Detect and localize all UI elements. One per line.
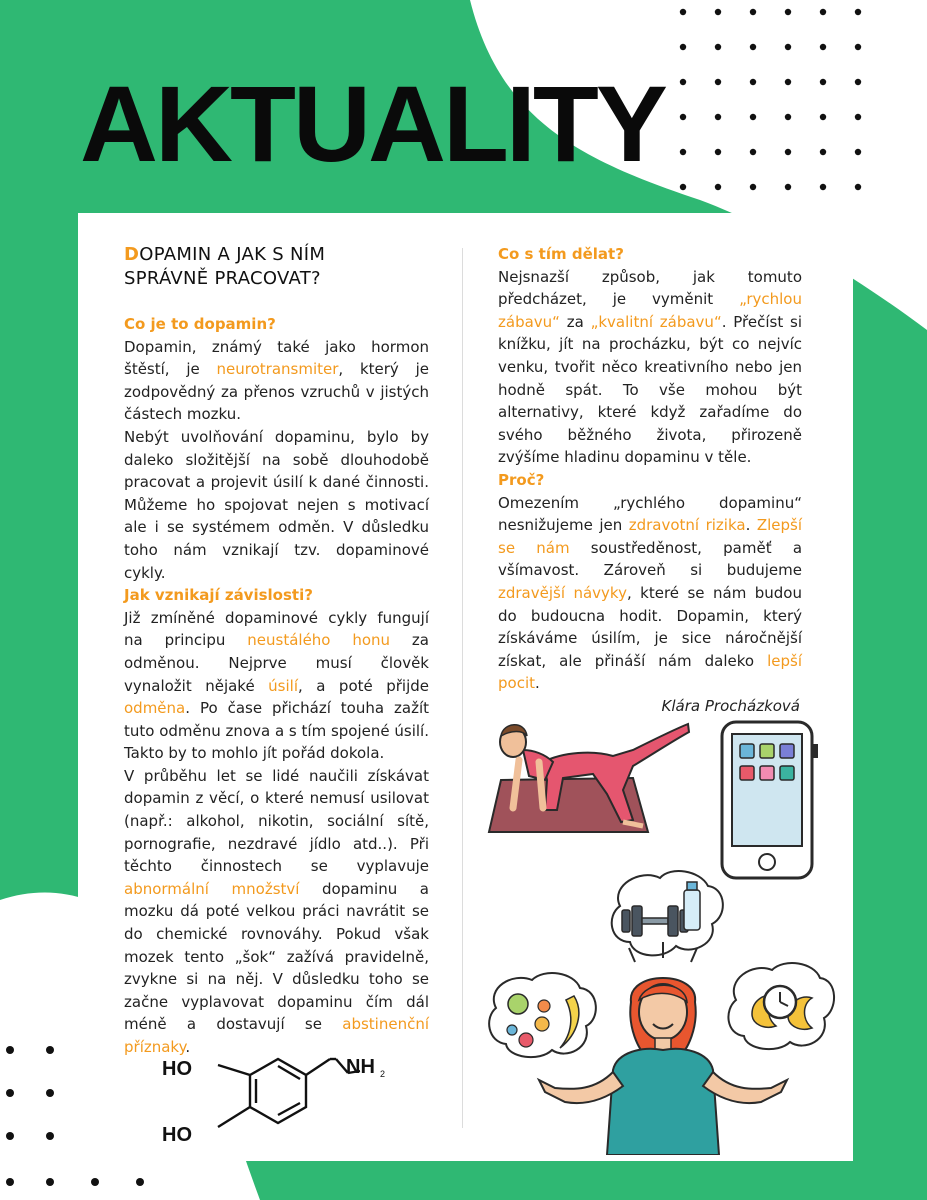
column-divider	[462, 248, 463, 1128]
paragraph-why-1: Omezením „rychlého dopaminu“ nesnižujeme jen zdravotní rizika. Zlepší se nám soustředěnost, paměť a všímavost. Zároveň si budujeme zdravější návyky, které se nám budou do budoucna hodit. Dopamin, který získáváme úsilím, je sice náročnější získat, ale přináší nám daleko lepší pocit.	[498, 493, 803, 693]
woman-thinking-icon	[535, 940, 795, 1155]
article-title-line1: OPAMIN A JAK S NÍM	[139, 244, 326, 265]
molecule-nh: NH	[346, 1056, 375, 1078]
author-signature: Klára Procházková	[661, 696, 800, 715]
molecule-subscript: 2	[380, 1069, 386, 1079]
heading-why: Proč?	[498, 470, 545, 489]
paragraph-todo-1: Nejsnazší způsob, jak tomuto předcházet, je vyměnit „rychlou zábavu“ za „kvalitní zábavu“. Přečíst si knížku, jít na procházku, být co nejvíc venku, tvořit něco kreativního nebo jen hodně spát. To vše mohou být alternativy, které když zařadíme do svého běžného života, přirozeně zvýšíme hladinu dopaminu v těle.	[498, 267, 802, 467]
right-column	[498, 243, 802, 717]
paragraph-addiction-1: Již zmíněné dopaminové cykly fungují na principu neustálého honu za odměnou. Nejprve musí člověk vynaložit nějaké úsilí, a poté přijde odměna. Po čase přichází touha zažít tuto odměnu znova a s tím spojené úsilí. Takto by to mohlo jít pořád dokola.	[124, 608, 430, 763]
left-column	[124, 313, 429, 1059]
molecule-ho-top: HO	[162, 1058, 192, 1080]
paragraph-what-1: Dopamin, známý také jako hormon štěstí, je neurotransmiter, který je zodpovědný za přenos vzruchů v jistých částech mozku.	[124, 337, 429, 424]
smartphone-icon	[718, 718, 823, 883]
article-title-initial: D	[124, 244, 140, 265]
paragraph-addiction-2: V průběhu let se lidé naučili získávat dopamin z věcí, o které nemusí usilovat (např.: alkohol, nikotin, sociální sítě, pornografie, nezdravé jídlo atd..). Při těchto činnostech se vyplavuje abnormální množství dopaminu a mozku dá poté velkou práci navrátit se do chemické rovnováhy. Pokud však mozek tento „šok“ zažívá pravidelně, zvykne si na něj. V důsledku toho se začne vyplavovat dopaminu čím dál méně a dostavují se abstinenční příznaky.	[124, 766, 429, 1056]
molecule-ho-bottom: HO	[162, 1124, 192, 1146]
article-title	[124, 243, 424, 291]
heading-what-to-do: Co s tím dělat?	[498, 245, 624, 263]
heading-what-is-dopamine: Co je to dopamin?	[124, 315, 276, 333]
article-title-line2: SPRÁVNĚ PRACOVAT?	[124, 268, 321, 289]
page-title: AKTUALITY	[80, 63, 665, 184]
yoga-woman-icon	[483, 710, 693, 840]
dopamine-molecule-diagram	[160, 1045, 400, 1155]
paragraph-what-2: Nebýt uvolňování dopaminu, bylo by daleko složitější na sobě dlouhodobě pracovat a projevit úsilí k dané činnosti. Můžeme ho spojovat nejen s motivací ale i se systémem odměn. V důsledku toho nám vznikají tzv. dopaminové cykly.	[124, 427, 429, 582]
heading-addiction: Jak vznikají závislosti?	[124, 586, 313, 605]
